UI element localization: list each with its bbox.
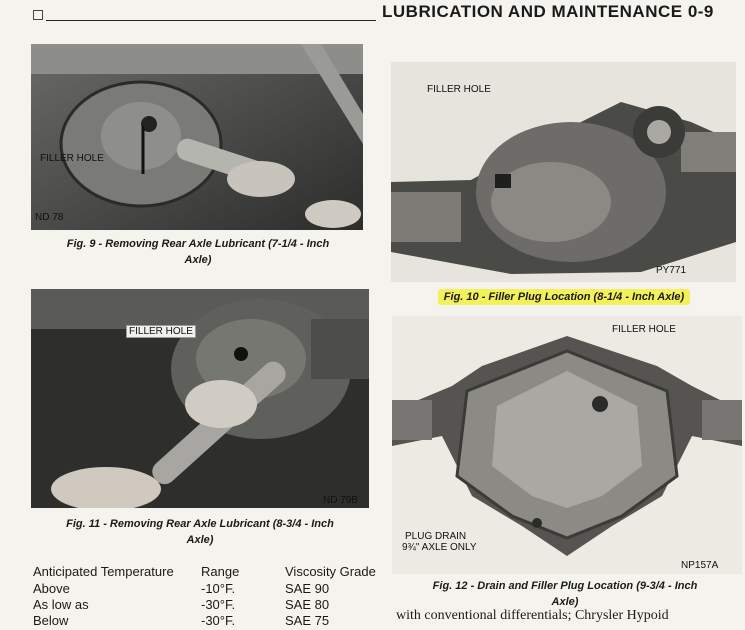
cell-viscosity: SAE 75	[285, 613, 330, 628]
figure-12-plug-drain-label: PLUG DRAIN	[405, 531, 467, 542]
figure-9-filler-hole-label: FILLER HOLE	[40, 153, 104, 164]
figure-10-filler-hole-label: FILLER HOLE	[427, 84, 491, 95]
figure-9-caption-line-2: Axle)	[184, 254, 212, 266]
page-header-title: LUBRICATION AND MAINTENANCE 0-9	[382, 2, 714, 21]
figure-12-caption-line-2: Axle)	[551, 596, 579, 608]
header-range: Range	[201, 564, 240, 579]
figure-9-caption-line-1: Fig. 9 - Removing Rear Axle Lubricant (7-1/4 - Inch	[66, 238, 330, 250]
figure-11-caption-line-2: Axle)	[186, 534, 214, 546]
figure-10-caption	[392, 289, 736, 305]
figure-10-caption-highlight: Fig. 10 - Filler Plug Location (8-1/4 - Inch Axle)	[438, 289, 690, 305]
cell-temperature: As low as	[33, 597, 89, 612]
figure-9-photo	[31, 44, 363, 230]
figure-11-filler-hole-label: FILLER HOLE	[126, 325, 196, 338]
header-temperature: Anticipated Temperature	[33, 564, 174, 579]
cell-temperature: Above	[33, 581, 70, 596]
figure-11-photo	[31, 289, 369, 508]
table-row	[33, 613, 376, 629]
header-viscosity: Viscosity Grade	[285, 564, 376, 579]
figure-9-caption	[33, 236, 363, 268]
figure-11-code: ND 79B	[323, 495, 359, 506]
figure-12-code: NP157A	[681, 560, 719, 571]
figure-12-filler-hole-label: FILLER HOLE	[612, 324, 676, 335]
figure-10-code: PY771	[656, 265, 687, 276]
figure-10-photo	[391, 62, 736, 282]
figure-9-code: ND 78	[35, 212, 64, 223]
figure-12-axle-only-label: 9¾" AXLE ONLY	[402, 542, 477, 553]
figure-12-caption	[392, 578, 738, 610]
cell-viscosity: SAE 90	[285, 581, 330, 596]
cell-range: -10°F.	[201, 581, 236, 596]
cell-range: -30°F.	[201, 597, 236, 612]
table-row	[33, 581, 376, 597]
cell-range: -30°F.	[201, 613, 236, 628]
header-rule	[46, 20, 376, 21]
figure-12-caption-line-1: Fig. 12 - Drain and Filler Plug Location (9-3/4 - Inch	[432, 580, 698, 592]
checkbox-mark	[33, 10, 43, 20]
figure-11-caption	[33, 516, 367, 548]
cell-viscosity: SAE 80	[285, 597, 330, 612]
figure-11-caption-line-1: Fig. 11 - Removing Rear Axle Lubricant (8-3/4 - Inch	[66, 518, 334, 530]
viscosity-table	[33, 564, 376, 629]
table-row	[33, 597, 376, 613]
figure-12-photo	[392, 316, 742, 574]
cell-temperature: Below	[33, 613, 69, 628]
table-header-row	[33, 564, 376, 581]
body-text: with conventional differentials; Chrysler Hypoid	[396, 608, 669, 623]
